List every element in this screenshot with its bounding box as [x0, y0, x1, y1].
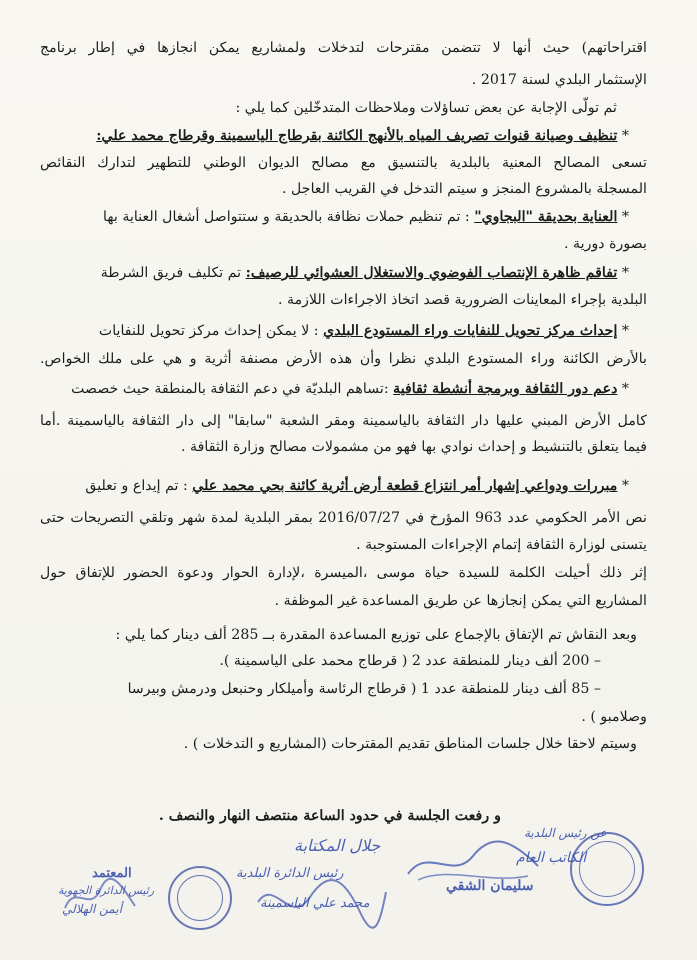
text-line: فيما يتعلق بالتنشيط و إحداث نوادي بها فهو من مشمولات مصالح وزارة الثقافة .: [180, 439, 647, 455]
bullet-text: : تم تنظيم حملات نظافة بالحديقة و ستتواصل أشغال العناية بها: [103, 209, 475, 225]
signature-title: جلال المكتابة: [294, 836, 381, 855]
text-line: يتسنى لوزارة الثقافة إتمام الإجراءات المستوجبة .: [356, 537, 647, 553]
text-line: ثم تولّى الإجابة عن بعض تساؤلات وملاحظات المتدخّلين كما يلي :: [235, 100, 617, 116]
bullet-heading: تنظيف وصيانة قنوات تصريف المياه بالأنهج الكائنة بقرطاج الياسمينة وقرطاج محمد علي:: [96, 128, 618, 144]
text-line: اقتراحاتهم) حيث أنها لا تتضمن مقترحات لتدخلات ولمشاريع يمكن انجازها في إطار برنامج: [40, 40, 647, 56]
signature-title: المعتمد: [92, 866, 132, 881]
bullet-mark: *: [621, 265, 629, 281]
text-line: الإستثمار البلدي لسنة 2017 .: [471, 72, 647, 88]
bullet-item: [40, 125, 629, 147]
text-line: بالأرض الكائنة وراء المستودع البلدي نظرا وأن هذه الأرض مصنفة أثرية و هي على ملك الخواص.: [40, 351, 647, 367]
bullet-mark: *: [621, 128, 629, 144]
list-item: – 85 ألف دينار للمنطقة عدد 1 ( قرطاج الرئاسة وأميلكار وحنبعل ودرمش وبيرسا: [127, 681, 601, 697]
bullet-item: [40, 475, 629, 497]
bullet-mark: *: [621, 209, 629, 225]
text-line: المسجلة بالمشروع المنجز و سيتم التدخل في القريب العاجل .: [282, 181, 647, 197]
bullet-heading: مبررات ودواعي إشهار أمر انتزاع قطعة أرض أثرية كائنة بحي محمد علي: [192, 478, 618, 494]
bullet-heading: تفاقم ظاهرة الإنتصاب الفوضوي والاستغلال العشوائي للرصيف:: [245, 265, 618, 281]
bullet-heading: إحداث مركز تحويل للنفايات وراء المستودع البلدي: [323, 323, 618, 339]
text-line: إثر ذلك أحيلت الكلمة للسيدة حياة موسى ،الميسرة ،لإدارة الحوار ودعوة الحضور للإتفاق حول: [40, 565, 647, 581]
bullet-item: [40, 378, 629, 400]
municipal-seal-icon: [570, 832, 644, 906]
signature-scribble-icon: [398, 836, 548, 886]
signature-title: الكاتب العام: [516, 850, 587, 866]
bullet-item: [40, 262, 629, 284]
bullet-mark: *: [621, 478, 629, 494]
signature-title: عن رئيس البلدية: [524, 826, 607, 840]
bullet-mark: *: [621, 381, 629, 397]
signature-name: محمد علي الياسمينة: [260, 896, 370, 911]
delegation-seal-icon: [168, 866, 232, 930]
bullet-text: : لا يمكن إحداث مركز تحويل للنفايات: [98, 323, 324, 339]
bullet-heading: العناية بحديقة "البجاوي": [474, 209, 618, 225]
signature-scribble-icon: [60, 878, 140, 918]
list-item: – 200 ألف دينار للمنطقة عدد 2 ( قرطاج محمد على الياسمينة ).: [219, 653, 601, 669]
bullet-heading: دعم دور الثقافة وبرمجة أنشطة ثقافية: [393, 381, 618, 397]
bullet-item: [40, 206, 629, 228]
bullet-text: :تساهم البلديّة في دعم الثقافة بالمنطقة حيث خصصت: [71, 381, 394, 397]
bullet-item: [40, 320, 629, 342]
text-line: نص الأمر الحكومي عدد 963 المؤرخ في 2016/07/27 بمقر البلدية لمدة شهر وتلقي التصريحات حتى: [40, 510, 647, 526]
text-line: وبعد النقاش تم الإتفاق بالإجماع على توزيع المساعدة المقدرة بــ 285 ألف دينار كما يلي :: [115, 627, 637, 643]
text-line: البلدية بإجراء المعاينات الضرورية قصد اتخاذ الاجراءات اللازمة .: [277, 292, 647, 308]
text-line: المشاريع التي يمكن إنجازها عن طريق المساعدة غير الموظفة .: [274, 593, 647, 609]
bullet-text: : تم إيداع و تعليق: [85, 478, 193, 494]
signature-scribble-icon: [250, 872, 390, 932]
bullet-text: تم تكليف فريق الشرطة: [100, 265, 246, 281]
text-line: وصلامبو ) .: [581, 709, 647, 725]
text-line: كامل الأرض المبني عليها دار الثقافة بالياسمينة ومقر الشعبة "سابقا" إلى دار الثقافة بالياسمينة .أما: [40, 413, 647, 429]
signature-title: رئيس الدائرة الجهوية: [58, 884, 155, 897]
text-line: وسيتم لاحقا خلال جلسات المناطق تقديم المقترحات (المشاريع و التدخلات ) .: [183, 736, 637, 752]
closing-line: و رفعت الجلسة في حدود الساعة منتصف النهار والنصف .: [158, 808, 501, 824]
signature-title: رئيس الدائرة البلدية: [236, 866, 344, 881]
bullet-mark: *: [621, 323, 629, 339]
text-line: تسعى المصالح المعنية بالبلدية بالتنسيق مع مصالح الديوان الوطني للتطهير لتدارك النقائص: [40, 155, 647, 171]
signature-name: سليمان الشقي: [446, 878, 534, 894]
text-line: بصورة دورية .: [564, 236, 647, 252]
signature-name: أيمن الهلالي: [62, 902, 122, 916]
